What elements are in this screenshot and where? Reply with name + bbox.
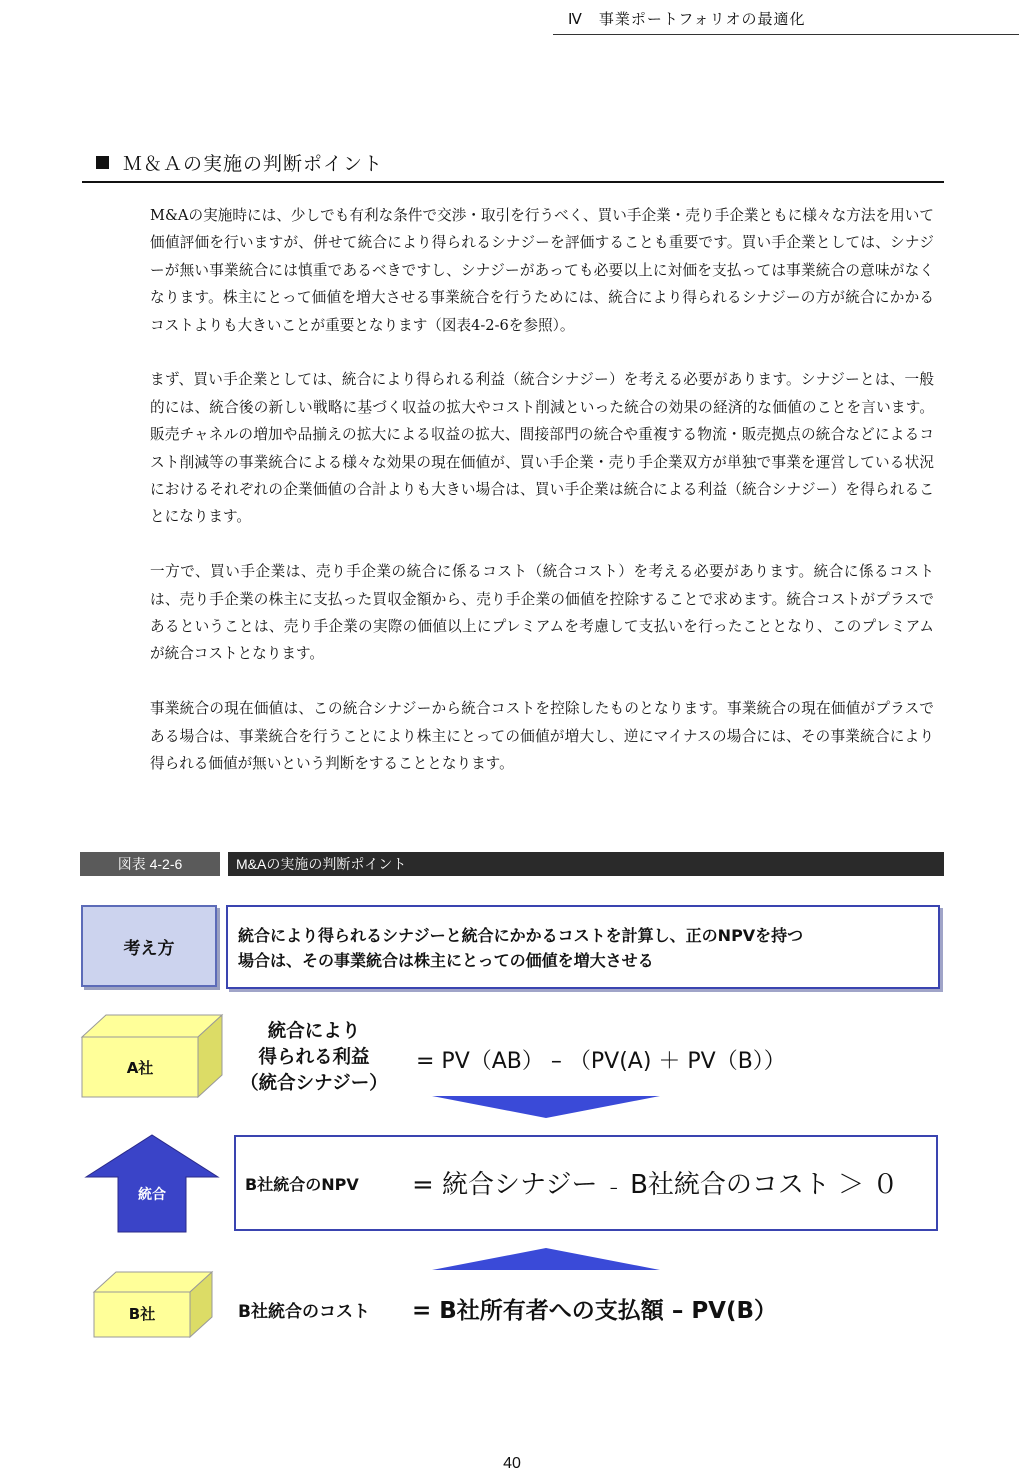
figure-number: 図表 4-2-6	[80, 852, 220, 876]
company-b-label: B社	[128, 1305, 156, 1323]
npv-formula	[412, 1164, 898, 1201]
figure-title: M&Aの実施の判断ポイント	[236, 856, 407, 872]
paragraph: M&Aの実施時には、少しでも有利な条件で交渉・取引を行うべく、買い手企業・売り手企業ともに様々な方法を用いて価値評価を行いますが、併せて統合により得られるシナジーを評価することも重要です。買い手企業としては、シナジーが無い事業統合には慎重であるべきですし、シナジーがあっても必要以上に対価を支払っては事業統合の意味がなくなります。株主にとって価値を増大させる事業統合を行うためには、統合により得られるシナジーの方が統合にかかるコストよりも大きいことが重要となります（図表4-2-6を参照）。	[150, 207, 934, 334]
chapter-header: Ⅳ 事業ポートフォリオの最適化	[568, 10, 806, 28]
page-number: 40	[503, 1455, 521, 1472]
up-triangle-icon	[432, 1248, 660, 1270]
synergy-label	[228, 1019, 400, 1097]
paragraph: まず、買い手企業としては、統合により得られる利益（統合シナジー）を考える必要があります。シナジーとは、一般的には、統合後の新しい戦略に基づく収益の拡大やコスト削減といった統合の効果の経済的な価値のことを言います。販売チャネルの増加や品揃えの拡大による収益の拡大、間接部門の統合や重複する物流・販売拠点の統合などによるコスト削減等の事業統合による様々な効果の現在価値が、買い手企業・売り手企業双方が単独で事業を運営している状況におけるそれぞれの企業価値の合計よりも大きい場合は、買い手企業は統合による利益（統合シナジー）を得られることになります。	[150, 371, 934, 526]
cost-formula: = B社所有者への支払額 – PV(B）	[412, 1298, 778, 1324]
npv-equals-synergy: = 統合シナジー	[412, 1170, 598, 1200]
synergy-formula: = PV（AB） – （PV(A) ＋ PV（B））	[416, 1049, 786, 1074]
merge-label: 統合	[138, 1187, 166, 1203]
down-triangle-icon	[432, 1096, 660, 1118]
npv-minus: –	[609, 1178, 618, 1197]
company-a-label: A社	[126, 1059, 154, 1077]
paragraph: 事業統合の現在価値は、この統合シナジーから統合コストを控除したものとなります。事業統合の現在価値がプラスである場合は、事業統合を行うことにより株主にとっての価値が増大し、逆にマイナスの場合には、その事業統合により得られる価値が無いという判断をすることとなります。	[150, 700, 934, 773]
concept-line: 場合は、その事業統合は株主にとっての価値を増大させる	[238, 951, 654, 970]
synergy-label-line: 得られる利益	[258, 1047, 370, 1068]
paragraph: 一方で、買い手企業は、売り手企業の統合に係るコスト（統合コスト）を考える必要があります。統合に係るコストは、売り手企業の株主に支払った買収金額から、売り手企業の価値を控除することで求めます。統合コストがプラスであるということは、売り手企業の実際の価値以上にプレミアムを考慮して支払いを行ったこととなり、このプレミアムが統合コストとなります。	[150, 563, 934, 663]
concept-label: 考え方	[123, 938, 175, 959]
synergy-label-line: （統合シナジー）	[240, 1073, 388, 1094]
section-title: Ｍ＆Ａの実施の判断ポイント	[123, 153, 384, 175]
concept-line: 統合により得られるシナジーと統合にかかるコストを計算し、正のNPVを持つ	[238, 926, 804, 945]
npv-label: B社統合のNPV	[245, 1175, 359, 1194]
synergy-label-line: 統合により	[267, 1021, 361, 1042]
npv-rest: B社統合のコスト ＞ ０	[630, 1170, 899, 1200]
cost-label: B社統合のコスト	[238, 1302, 370, 1322]
company-a-cube-icon	[82, 1015, 222, 1097]
